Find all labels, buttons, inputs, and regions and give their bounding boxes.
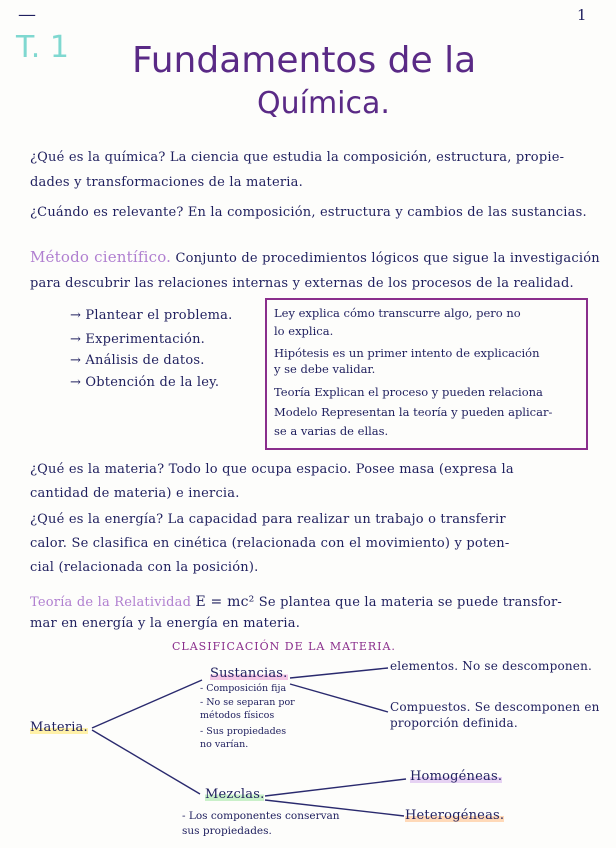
relatividad-heading: Teoría de la Relatividad (30, 595, 192, 610)
sustancias-note-2: - No se separan por (200, 697, 295, 708)
sustancias-note-4: - Sus propiedades (200, 726, 287, 737)
metodo-line-2: para descubrir las relaciones internas y externas de los procesos de la realidad. (30, 276, 574, 291)
mezclas-text: Mezclas. (205, 787, 265, 802)
relatividad-formula: E = mc² (195, 594, 255, 610)
page-title-line2: Química. (257, 86, 390, 121)
heterogeneas-text: Heterogéneas. (405, 808, 505, 823)
metodo-heading: Método científico. (30, 248, 172, 266)
box-line-5: Teoría Explican el proceso y pueden relaciona (274, 385, 543, 399)
tree-sustancias (210, 666, 288, 681)
metodo-step-2: → Experimentación. (70, 332, 205, 347)
tree-homogeneas (410, 769, 502, 784)
materia-text: Materia. (30, 720, 88, 735)
energia-def-line-2: calor. Se clasifica en cinética (relacionada con el movimiento) y poten- (30, 536, 510, 551)
branch-materia-mezclas (92, 730, 200, 794)
box-line-4: y se debe validar. (274, 362, 376, 376)
box-line-2: lo explica. (274, 324, 334, 338)
materia-def-line-2: cantidad de materia) e inercia. (30, 486, 240, 501)
branch-sustancias-compuestos (290, 684, 388, 712)
tree-compuestos-line-1: Compuestos. Se descomponen en (390, 700, 600, 714)
tree-root-materia (30, 720, 88, 735)
sustancias-note-3: métodos físicos (200, 710, 275, 721)
intro-line-3: ¿Cuándo es relevante? En la composición, estructura y cambios de las sustancias. (30, 205, 587, 220)
elementos-text: elementos. No se descomponen. (390, 659, 593, 673)
mezclas-note-2: sus propiedades. (182, 825, 272, 837)
unit-label: T. 1 (16, 30, 69, 65)
homogeneas-text: Homogéneas. (410, 769, 503, 784)
sustancias-note-5: no varían. (200, 739, 249, 750)
box-line-1: Ley explica cómo transcurre algo, pero no (274, 306, 521, 320)
relatividad-line-1-rest: Se plantea que la materia se puede transfor- (258, 595, 563, 610)
tree-heterogeneas (405, 808, 504, 823)
box-line-6: Modelo Representan la teoría y pueden aplicar- (274, 405, 553, 419)
tree-mezclas (205, 787, 264, 802)
metodo-step-3: → Análisis de datos. (70, 353, 205, 368)
metodo-step-4: → Obtención de la ley. (70, 375, 220, 390)
sustancias-text: Sustancias. (210, 666, 288, 681)
mezclas-note-1: - Los componentes conservan (182, 810, 340, 822)
metodo-step-1: → Plantear el problema. (70, 308, 233, 323)
tree-compuestos-line-2: proporción definida. (390, 716, 518, 730)
intro-line-2: dades y transformaciones de la materia. (30, 175, 303, 190)
energia-def-line-1: ¿Qué es la energía? La capacidad para realizar un trabajo o transferir (30, 512, 506, 527)
branch-materia-sustancias (92, 680, 202, 728)
intro-line-1: ¿Qué es la química? La ciencia que estudia la composición, estructura, propie- (30, 150, 565, 165)
classification-heading: CLASIFICACIÓN DE LA MATERIA. (172, 640, 396, 653)
energia-def-line-3: cial (relacionada con la posición). (30, 560, 259, 575)
page-title-line1: Fundamentos de la (132, 40, 477, 81)
box-line-3: Hipótesis es un primer intento de explicación (274, 346, 540, 360)
branch-mezclas-homogeneas (265, 779, 406, 796)
page-number: 1 (577, 6, 587, 24)
relatividad-line-2: mar en energía y la energía en materia. (30, 616, 301, 631)
top-dash: — (18, 4, 36, 25)
sustancias-note-1: - Composición fija (200, 683, 287, 694)
branch-sustancias-elementos (290, 668, 388, 678)
tree-elementos (390, 659, 592, 673)
materia-def-text-1: ¿Qué es la materia? Todo lo que ocupa espacio. Posee masa (expresa la (30, 462, 514, 477)
box-line-7: se a varias de ellas. (274, 424, 389, 438)
metodo-line-1-rest: Conjunto de procedimientos lógicos que sigue la investigación (175, 251, 600, 266)
